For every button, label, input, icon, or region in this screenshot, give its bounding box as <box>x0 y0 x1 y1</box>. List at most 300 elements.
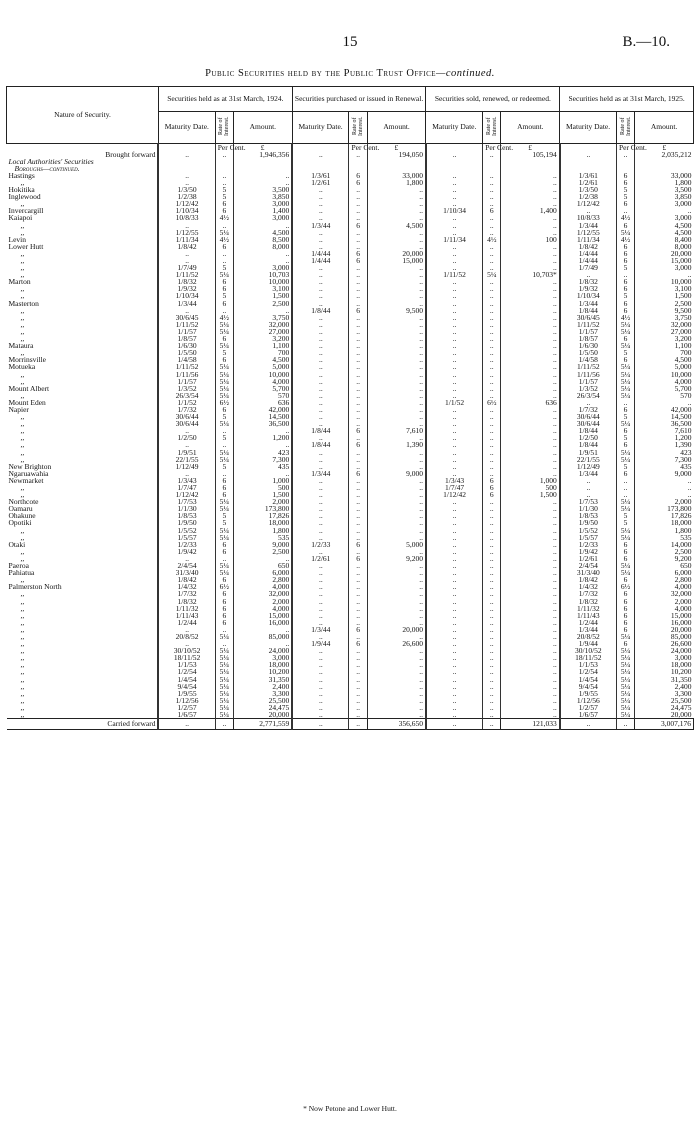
interest-rate: 6 <box>616 257 634 264</box>
maturity-date: .. <box>560 484 617 491</box>
interest-rate: 5¼ <box>616 378 634 385</box>
maturity-date: 1/2/57 <box>560 704 617 711</box>
interest-rate: .. <box>483 704 501 711</box>
interest-rate: 5¼ <box>215 371 233 378</box>
interest-rate: 4½ <box>483 236 501 243</box>
interest-rate: .. <box>483 676 501 683</box>
interest-rate: 5¼ <box>215 534 233 541</box>
interest-rate: .. <box>349 605 367 612</box>
unit-rate: Per Cent. <box>349 143 367 151</box>
amount: 636 <box>501 399 560 406</box>
amount: 4,500 <box>635 222 694 229</box>
maturity-date: .. <box>426 292 483 299</box>
interest-rate: .. <box>483 470 501 477</box>
amount: 173,800 <box>635 505 694 512</box>
maturity-date: 31/3/40 <box>560 569 617 576</box>
interest-rate: 6 <box>349 470 367 477</box>
amount: .. <box>367 356 426 363</box>
amount: .. <box>635 477 694 484</box>
security-name: ,, <box>20 610 25 620</box>
amount: 10,200 <box>635 668 694 675</box>
amount: .. <box>233 307 292 314</box>
amount: .. <box>367 449 426 456</box>
maturity-date: 1/9/42 <box>560 548 617 555</box>
document-reference: B.—10. <box>622 34 670 50</box>
interest-rate: 6 <box>215 590 233 597</box>
interest-rate: 6 <box>215 207 233 214</box>
amount: 1,500 <box>635 292 694 299</box>
interest-rate: .. <box>483 314 501 321</box>
interest-rate: 5¼ <box>215 449 233 456</box>
amount: .. <box>367 534 426 541</box>
amount: 3,000 <box>233 654 292 661</box>
interest-rate: .. <box>483 697 501 704</box>
maturity-date: 30/6/45 <box>560 314 617 321</box>
maturity-date: 1/12/56 <box>560 697 617 704</box>
amount: .. <box>501 690 560 697</box>
maturity-date: .. <box>292 300 349 307</box>
amount: .. <box>367 363 426 370</box>
brought-forward-row: Brought forward .. .. 1,946,356 .. .. 194,050 .. .. 105,194 .. .. 2,035,212 <box>7 151 694 158</box>
interest-rate: .. <box>483 172 501 179</box>
maturity-date: .. <box>426 534 483 541</box>
amount: .. <box>501 186 560 193</box>
interest-rate: .. <box>349 463 367 470</box>
amount: .. <box>501 668 560 675</box>
maturity-date: .. <box>560 399 617 406</box>
interest-rate: .. <box>215 640 233 647</box>
interest-rate: 6 <box>349 427 367 434</box>
amount: 25,500 <box>233 697 292 704</box>
amount: .. <box>367 300 426 307</box>
maturity-date: 1/2/61 <box>560 179 617 186</box>
interest-rate: 5 <box>616 186 634 193</box>
amount: 570 <box>233 392 292 399</box>
interest-rate: 6 <box>483 477 501 484</box>
security-name: Oamaru <box>8 504 33 514</box>
maturity-header: Maturity Date. <box>158 112 215 144</box>
interest-rate: 6 <box>215 541 233 548</box>
amount: 423 <box>635 449 694 456</box>
maturity-date: 1/12/42 <box>560 200 617 207</box>
maturity-date: .. <box>292 683 349 690</box>
amount: .. <box>367 342 426 349</box>
amount-header: Amount. <box>367 112 426 144</box>
maturity-date: 1/12/42 <box>158 200 215 207</box>
amount: 3,000 <box>635 200 694 207</box>
maturity-date: 1/3/52 <box>158 385 215 392</box>
maturity-date: 1/8/53 <box>560 512 617 519</box>
amount: 535 <box>233 534 292 541</box>
maturity-date: 1/1/57 <box>560 328 617 335</box>
security-name: ,, <box>20 291 25 301</box>
interest-rate: 5¼ <box>616 711 634 719</box>
amount: 17,826 <box>635 512 694 519</box>
security-name: ,, <box>20 369 25 379</box>
amount: 20,000 <box>635 626 694 633</box>
amount: 26,600 <box>635 640 694 647</box>
maturity-date: 1/1/57 <box>158 378 215 385</box>
maturity-date: .. <box>426 385 483 392</box>
maturity-date: .. <box>426 463 483 470</box>
interest-rate: .. <box>483 214 501 221</box>
amount: 18,000 <box>635 661 694 668</box>
maturity-date: .. <box>292 612 349 619</box>
maturity-date: .. <box>426 683 483 690</box>
interest-rate: .. <box>483 576 501 583</box>
maturity-date: 1/11/43 <box>560 612 617 619</box>
maturity-date: .. <box>158 626 215 633</box>
interest-rate: 6 <box>215 335 233 342</box>
maturity-date: .. <box>426 420 483 427</box>
security-name: Ohakune <box>8 511 36 521</box>
security-name: ,, <box>20 695 25 705</box>
amount: 9,000 <box>367 470 426 477</box>
maturity-date: .. <box>292 292 349 299</box>
section-heading-row <box>7 158 694 165</box>
amount: .. <box>367 463 426 470</box>
amount: 1,200 <box>233 434 292 441</box>
amount: .. <box>501 193 560 200</box>
amount: .. <box>501 406 560 413</box>
rate-header: Rate of Interest. <box>616 112 634 144</box>
interest-rate: 6 <box>349 257 367 264</box>
interest-rate: 5¼ <box>215 385 233 392</box>
amount: 2,500 <box>233 548 292 555</box>
security-name: ,, <box>20 312 25 322</box>
interest-rate: 5¼ <box>215 569 233 576</box>
interest-rate: 6 <box>215 300 233 307</box>
amount: .. <box>233 427 292 434</box>
maturity-date: 1/8/32 <box>158 278 215 285</box>
interest-rate: 5¼ <box>215 690 233 697</box>
interest-rate: 5¼ <box>616 420 634 427</box>
interest-rate: .. <box>616 207 634 214</box>
amount: 500 <box>501 484 560 491</box>
amount: 3,100 <box>233 285 292 292</box>
interest-rate: .. <box>349 647 367 654</box>
maturity-date: 1/9/55 <box>560 690 617 697</box>
amount: .. <box>367 278 426 285</box>
rate-header: Rate of Interest. <box>483 112 501 144</box>
brought-forward-amount-4: 2,035,212 <box>635 151 694 158</box>
maturity-date: .. <box>426 222 483 229</box>
amount: .. <box>501 420 560 427</box>
maturity-date: 1/9/32 <box>560 285 617 292</box>
maturity-date: 1/8/44 <box>560 441 617 448</box>
maturity-date: .. <box>426 321 483 328</box>
maturity-date: 1/10/34 <box>158 207 215 214</box>
interest-rate: 6 <box>616 278 634 285</box>
interest-rate: 5¼ <box>215 562 233 569</box>
interest-rate: .. <box>349 385 367 392</box>
unit-rate: Per Cent. <box>483 143 501 151</box>
interest-rate: 6 <box>616 555 634 562</box>
maturity-date: .. <box>426 676 483 683</box>
interest-rate: 5¼ <box>616 704 634 711</box>
interest-rate: 5¼ <box>616 654 634 661</box>
amount: .. <box>367 484 426 491</box>
maturity-date: 1/11/34 <box>560 236 617 243</box>
amount: .. <box>233 640 292 647</box>
amount: 3,000 <box>635 264 694 271</box>
interest-rate: 6 <box>349 179 367 186</box>
security-name: ,, <box>20 483 25 492</box>
interest-rate: 5¼ <box>215 683 233 690</box>
brought-forward-label: Brought forward <box>105 149 156 159</box>
amount: .. <box>501 257 560 264</box>
amount: .. <box>367 229 426 236</box>
maturity-date: 1/11/52 <box>560 321 617 328</box>
security-name: ,, <box>20 617 25 627</box>
amount: .. <box>501 378 560 385</box>
interest-rate: .. <box>483 229 501 236</box>
maturity-date: 1/2/44 <box>560 619 617 626</box>
interest-rate: 4½ <box>215 236 233 243</box>
interest-rate: 6 <box>349 555 367 562</box>
amount: .. <box>501 470 560 477</box>
amount: 2,000 <box>233 498 292 505</box>
maturity-date: .. <box>426 527 483 534</box>
maturity-date: .. <box>292 342 349 349</box>
interest-rate: 6½ <box>215 583 233 590</box>
interest-rate: .. <box>483 612 501 619</box>
maturity-date: 9/4/54 <box>560 683 617 690</box>
amount: 4,000 <box>233 583 292 590</box>
maturity-date: .. <box>292 598 349 605</box>
interest-rate: .. <box>349 349 367 356</box>
amount: 1,100 <box>233 342 292 349</box>
amount: 5,700 <box>635 385 694 392</box>
amount: .. <box>367 583 426 590</box>
interest-rate: 6 <box>616 626 634 633</box>
security-name: ,, <box>20 674 25 684</box>
interest-rate: .. <box>349 619 367 626</box>
amount: 4,000 <box>233 378 292 385</box>
amount: .. <box>501 434 560 441</box>
maturity-date: .. <box>292 413 349 420</box>
maturity-date: 1/4/32 <box>560 583 617 590</box>
interest-rate: .. <box>349 278 367 285</box>
interest-rate: .. <box>215 555 233 562</box>
maturity-date: 1/7/49 <box>158 264 215 271</box>
interest-rate: .. <box>215 257 233 264</box>
amount: .. <box>367 349 426 356</box>
amount: 10,703* <box>501 271 560 278</box>
amount: 18,000 <box>233 661 292 668</box>
amount: 85,000 <box>635 633 694 640</box>
amount: .. <box>367 690 426 697</box>
interest-rate: 6 <box>616 300 634 307</box>
maturity-date: 1/2/38 <box>560 193 617 200</box>
maturity-date: 1/11/34 <box>426 236 483 243</box>
interest-rate: 5 <box>215 512 233 519</box>
amount: 20,000 <box>367 626 426 633</box>
unit-amount: £ <box>367 143 426 151</box>
section-subheading: Boroughs—continued. <box>14 163 80 173</box>
amount: .. <box>501 441 560 448</box>
amount: 500 <box>233 484 292 491</box>
security-name: Northcote <box>8 497 39 507</box>
maturity-date: .. <box>426 541 483 548</box>
maturity-date: 1/2/54 <box>560 668 617 675</box>
interest-rate: .. <box>483 371 501 378</box>
interest-rate: 5 <box>616 292 634 299</box>
maturity-date: .. <box>292 512 349 519</box>
amount: 2,500 <box>635 300 694 307</box>
interest-rate: .. <box>349 292 367 299</box>
maturity-date: 1/4/44 <box>560 257 617 264</box>
amount: 32,000 <box>233 590 292 597</box>
maturity-date: .. <box>426 654 483 661</box>
security-name: ,, <box>20 624 25 634</box>
interest-rate: .. <box>349 704 367 711</box>
maturity-date: .. <box>426 519 483 526</box>
interest-rate: .. <box>483 307 501 314</box>
security-name: ,, <box>20 199 25 209</box>
amount: 1,200 <box>635 434 694 441</box>
interest-rate: .. <box>349 519 367 526</box>
maturity-date: 1/2/61 <box>560 555 617 562</box>
amount: 9,200 <box>367 555 426 562</box>
amount: .. <box>501 250 560 257</box>
interest-rate: 5 <box>215 434 233 441</box>
maturity-date: .. <box>426 576 483 583</box>
amount: .. <box>233 250 292 257</box>
amount: .. <box>501 590 560 597</box>
amount: 27,000 <box>635 328 694 335</box>
maturity-date: .. <box>158 307 215 314</box>
amount: 32,000 <box>635 321 694 328</box>
interest-rate: 6 <box>215 484 233 491</box>
interest-rate: 6 <box>616 335 634 342</box>
amount: 1,500 <box>233 292 292 299</box>
maturity-date: 1/2/61 <box>292 555 349 562</box>
interest-rate: 5¼ <box>616 527 634 534</box>
amount: .. <box>367 590 426 597</box>
amount: .. <box>367 612 426 619</box>
amount: .. <box>367 392 426 399</box>
security-name: ,, <box>20 284 25 294</box>
maturity-date: .. <box>426 449 483 456</box>
interest-rate: .. <box>349 264 367 271</box>
interest-rate: .. <box>349 690 367 697</box>
interest-rate: 5 <box>215 463 233 470</box>
maturity-date: .. <box>292 491 349 498</box>
interest-rate: .. <box>483 456 501 463</box>
maturity-date: .. <box>426 498 483 505</box>
interest-rate: 5¼ <box>616 456 634 463</box>
interest-rate: .. <box>483 505 501 512</box>
interest-rate: .. <box>483 562 501 569</box>
interest-rate: 6 <box>616 406 634 413</box>
amount: .. <box>367 399 426 406</box>
amount: .. <box>635 207 694 214</box>
amount: .. <box>635 399 694 406</box>
maturity-date: .. <box>292 534 349 541</box>
amount: 4,500 <box>233 229 292 236</box>
interest-rate: 5¼ <box>616 385 634 392</box>
maturity-date: .. <box>426 200 483 207</box>
brought-forward-amount-1: 1,946,356 <box>233 151 292 158</box>
maturity-date: 1/8/32 <box>560 278 617 285</box>
security-name: ,, <box>20 546 25 556</box>
amount: 435 <box>635 463 694 470</box>
amount: 24,475 <box>233 704 292 711</box>
amount: .. <box>367 214 426 221</box>
interest-rate: .. <box>483 278 501 285</box>
interest-rate: 5 <box>616 349 634 356</box>
amount: 4,500 <box>367 222 426 229</box>
amount: .. <box>501 555 560 562</box>
maturity-date: .. <box>292 711 349 719</box>
interest-rate: 6 <box>215 576 233 583</box>
security-name: ,, <box>20 326 25 336</box>
security-name: ,, <box>20 319 25 329</box>
amount: 3,200 <box>233 335 292 342</box>
amount: .. <box>367 406 426 413</box>
maturity-date: .. <box>292 420 349 427</box>
amount: 10,000 <box>635 278 694 285</box>
maturity-date: .. <box>426 406 483 413</box>
maturity-date: .. <box>292 186 349 193</box>
maturity-date: 1/9/50 <box>158 519 215 526</box>
security-name: ,, <box>20 390 25 400</box>
security-name: Mount Albert <box>8 383 50 393</box>
interest-rate: 5¼ <box>215 654 233 661</box>
maturity-date: 30/10/52 <box>158 647 215 654</box>
amount: 1,390 <box>635 441 694 448</box>
amount: 1,800 <box>367 179 426 186</box>
maturity-date: 31/3/40 <box>158 569 215 576</box>
interest-rate: .. <box>483 349 501 356</box>
interest-rate: 6½ <box>616 583 634 590</box>
amount: 2,800 <box>635 576 694 583</box>
security-name: ,, <box>20 596 25 606</box>
amount: .. <box>501 314 560 321</box>
maturity-date: 10/8/33 <box>158 214 215 221</box>
security-name: ,, <box>20 412 25 422</box>
interest-rate: 6 <box>215 605 233 612</box>
maturity-date: 1/11/56 <box>560 371 617 378</box>
amount: .. <box>501 229 560 236</box>
interest-rate: 6 <box>616 619 634 626</box>
interest-rate: .. <box>349 498 367 505</box>
interest-rate: .. <box>616 484 634 491</box>
amount: 650 <box>635 562 694 569</box>
amount: 8,000 <box>233 243 292 250</box>
maturity-date: .. <box>292 498 349 505</box>
amount: 3,750 <box>635 314 694 321</box>
maturity-header: Maturity Date. <box>560 112 617 144</box>
amount: .. <box>501 392 560 399</box>
maturity-date: 1/2/57 <box>158 704 215 711</box>
interest-rate: 4½ <box>215 314 233 321</box>
maturity-date: 1/7/32 <box>158 406 215 413</box>
amount: .. <box>501 349 560 356</box>
maturity-date: 1/2/38 <box>158 193 215 200</box>
maturity-date: 1/8/44 <box>560 307 617 314</box>
interest-rate: .. <box>349 413 367 420</box>
security-name: ,, <box>20 440 25 450</box>
interest-rate: 5 <box>616 519 634 526</box>
maturity-date: 1/9/44 <box>292 640 349 647</box>
amount: 24,000 <box>233 647 292 654</box>
interest-rate: 5 <box>215 413 233 420</box>
interest-rate: .. <box>483 356 501 363</box>
carried-forward-row: Carried forward .. .. 2,771,559 .. .. 356,650 .. .. 121,033 .. .. 3,007,176 <box>7 719 694 730</box>
interest-rate: .. <box>483 548 501 555</box>
